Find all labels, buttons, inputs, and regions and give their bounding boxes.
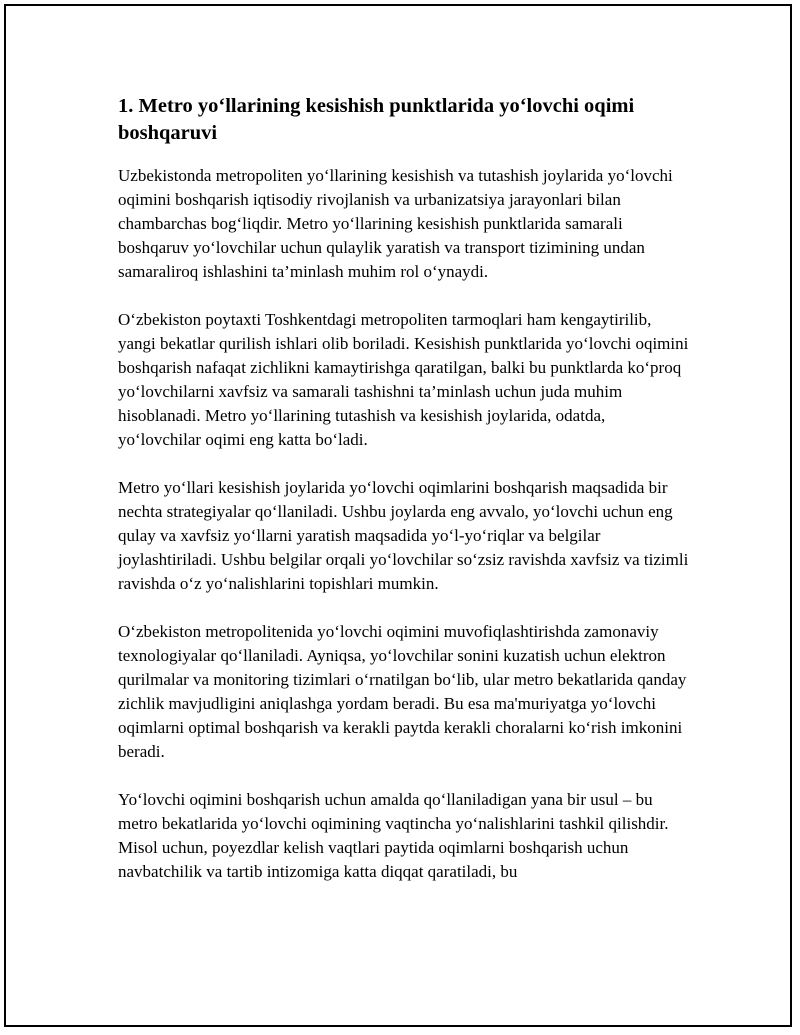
paragraph-2: O‘zbekiston poytaxti Toshkentdagi metropoliten tarmoqlari ham kengaytirilib, yangi bekatlar qurilish ishlari olib boriladi. Kesishish punktlarida yo‘lovchi oqimini boshqarish nafaqat zichlikni kamaytirishga qaratilgan, balki bu punktlarda ko‘proq yo‘lovchilarni xavfsiz va samarali tashishni ta’minlash uchun juda muhim hisoblanadi. Metro yo‘llarining tutashish va kesishish joylarida, odatda, yo‘lovchilar oqimi eng katta bo‘ladi. [118,310,689,449]
paragraph-3: Metro yo‘llari kesishish joylarida yo‘lovchi oqimlarini boshqarish maqsadida bir nechta strategiyalar qo‘llaniladi. Ushbu joylarda eng avvalo, yo‘lovchi uchun eng qulay va xavfsiz yo‘llarni yaratish maqsadida yo‘l-yo‘riqlar va belgilar joylashtiriladi. Ushbu belgilar orqali yo‘lovchilar so‘zsiz ravishda xavfsiz va tizimli ravishda o‘z yo‘nalishlarini topishlari mumkin. [118,478,689,593]
section-heading: 1. Metro yo‘llarining kesishish punktlarida yo‘lovchi oqimi boshqaruvi [118,95,635,144]
paragraph-5: Yo‘lovchi oqimini boshqarish uchun amalda qo‘llaniladigan yana bir usul – bu metro bekatlarida yo‘lovchi oqimining vaqtincha yo‘nalishlarini tashkil qilishdir. Misol uchun, poyezdlar kelish vaqtlari paytida oqimlarni boshqarish uchun navbatchilik va tartib intizomiga katta diqqat qaratiladi, bu [118,790,669,881]
paragraph-4: O‘zbekiston metropolitenida yo‘lovchi oqimini muvofiqlashtirishda zamonaviy texnologiyalar qo‘llaniladi. Ayniqsa, yo‘lovchilar sonini kuzatish uchun elektron qurilmalar va monitoring tizimlari o‘rnatilgan bo‘lib, ular metro bekatlarida qanday zichlik mavjudligini aniqlashga yordam beradi. Bu esa ma'muriyatga yo‘lovchi oqimlarni optimal boshqarish va kerakli paytda kerakli choralarni ko‘rish imkonini beradi. [118,622,687,761]
paragraph-1: Uzbekistonda metropoliten yo‘llarining kesishish va tutashish joylarida yo‘lovchi oqimini boshqarish iqtisodiy rivojlanish va urbanizatsiya jarayonlari bilan chambarchas bog‘liqdir. Metro yo‘llarining kesishish punktlarida samarali boshqaruv yo‘lovchilar uchun qulaylik yaratish va transport tizimining undan samaraliroq ishlashini ta’minlash muhim rol o‘ynaydi. [118,166,673,281]
document-body [118,93,690,908]
